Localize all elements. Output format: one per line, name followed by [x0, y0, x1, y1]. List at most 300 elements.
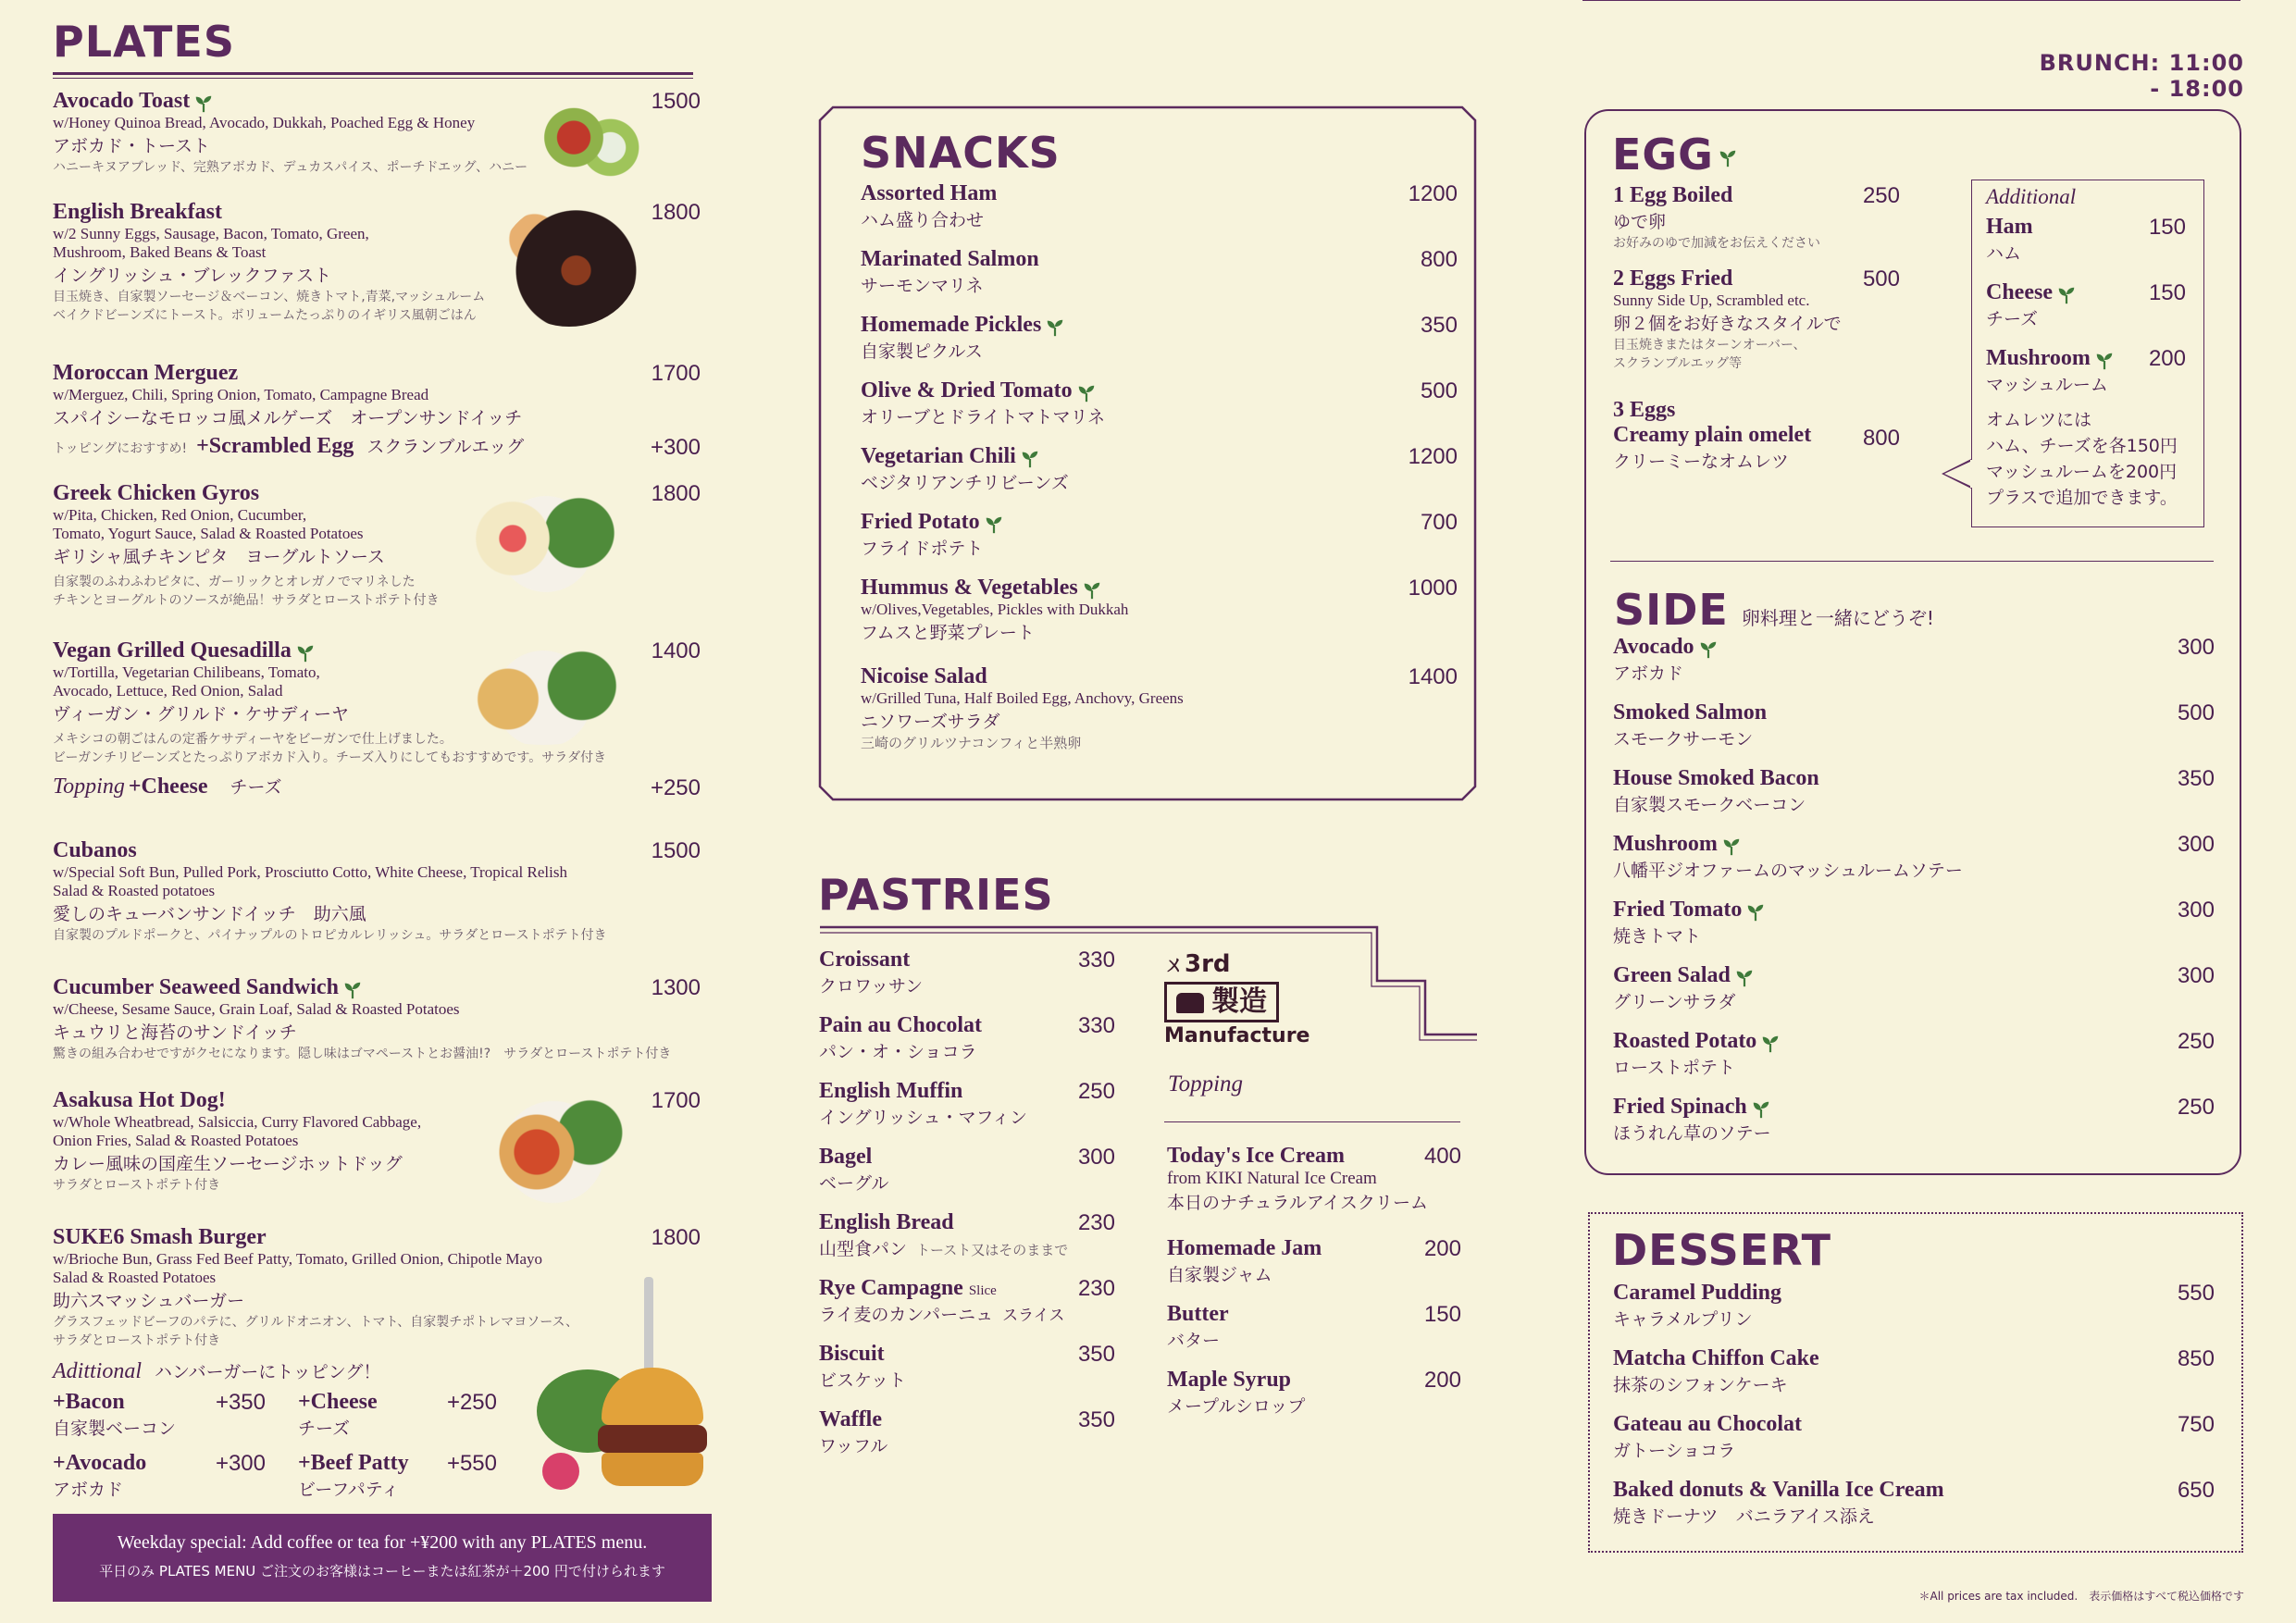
- topping-name: +Scrambled Egg: [196, 434, 354, 458]
- side-price: 300: [2177, 635, 2215, 660]
- additional-price: 150: [2148, 215, 2186, 240]
- pastry-name: Waffle: [819, 1407, 882, 1431]
- vegan-leaf-icon: [1734, 968, 1755, 988]
- dessert-item: [1613, 1412, 2215, 1462]
- topping-jp: チーズ: [230, 777, 282, 799]
- side-jp: 自家製スモークベーコン: [1613, 795, 1806, 815]
- topping-name: Today's Ice Cream: [1167, 1144, 1345, 1168]
- topping-item: [1167, 1302, 1461, 1352]
- topping-price: 150: [1423, 1302, 1461, 1327]
- additional-note-line: オムレツには: [1986, 410, 2092, 430]
- snack-price: 1200: [1408, 444, 1458, 469]
- dessert-price: 550: [2177, 1281, 2215, 1306]
- plate-price: 1800: [651, 200, 701, 225]
- side-jp: 焼きトマト: [1613, 926, 1702, 948]
- side-price: 300: [2177, 832, 2215, 857]
- side-item: [1613, 700, 2215, 750]
- vegan-leaf-icon: [193, 93, 214, 114]
- pastry-jp: ベーグル: [819, 1173, 889, 1194]
- logo-top-row: [1164, 949, 1349, 978]
- snack-name: Marinated Salmon: [861, 247, 1039, 271]
- avocado-toast-photo: [535, 93, 646, 192]
- dessert-name: Baked donuts & Vanilla Ice Cream: [1613, 1478, 1944, 1502]
- plate-name: Greek Chicken Gyros: [53, 481, 260, 505]
- vegan-leaf-icon: [1698, 639, 1719, 660]
- burger-photo: [500, 1277, 713, 1518]
- snack-name: Fried Potato: [861, 510, 980, 534]
- side-name: Avocado: [1613, 635, 1694, 659]
- topping-name: +Cheese: [128, 774, 208, 799]
- pastry-price: 350: [1077, 1407, 1115, 1432]
- plate-desc: w/Cheese, Sesame Sauce, Grain Loaf, Salad & Roasted Potatoes: [53, 1000, 460, 1019]
- plate-note: 目玉焼き、自家製ソーセージ＆ベーコン、焼きトマト,青菜,マッシュルーム: [53, 290, 486, 304]
- addon-jp: チーズ: [298, 1419, 351, 1439]
- topping-name: Maple Syrup: [1167, 1368, 1292, 1392]
- pastry-jp-note: スライス: [1002, 1307, 1065, 1325]
- addon-name: +Beef Patty: [298, 1451, 409, 1475]
- snacks-list: [861, 181, 1458, 774]
- plate-name: English Breakfast: [53, 200, 222, 224]
- plate-desc: w/Whole Wheatbread, Salsiccia, Curry Flavored Cabbage,: [53, 1113, 422, 1131]
- snack-jp: フムスと野菜プレート: [861, 623, 1035, 644]
- pastry-jp: ビスケット: [819, 1370, 907, 1391]
- dessert-jp: 焼きドーナツ バニラアイス添え: [1613, 1506, 1875, 1527]
- egg-jp: クリーミーなオムレツ: [1613, 452, 1790, 472]
- addon-name: +Avocado: [53, 1451, 147, 1475]
- banner-english: Weekday special: Add coffee or tea for +¥200 with any PLATES menu.: [117, 1532, 648, 1553]
- side-price: 250: [2177, 1095, 2215, 1120]
- topping-label: Topping: [53, 774, 125, 799]
- plate-name: Cucumber Seaweed Sandwich: [53, 975, 339, 999]
- pastry-item: [819, 1342, 1115, 1392]
- egg-item: [1613, 398, 1900, 473]
- topping-price: 400: [1423, 1144, 1461, 1169]
- snack-jp: サーモンマリネ: [861, 276, 984, 296]
- plate-jp: アボカド・トースト: [53, 136, 211, 157]
- snack-jp: ハム盛り合わせ: [861, 210, 985, 230]
- plate-note: メキシコの朝ごはんの定番ケサディーヤをビーガンで仕上げました。: [53, 732, 453, 748]
- burger-patty: [598, 1425, 707, 1453]
- plate-note: 驚きの組み合わせですがクセになります。隠し味はゴマペーストとお醤油!? サラダとローストポテト付き: [53, 1047, 672, 1062]
- plate-desc-2: Onion Fries, Salad & Roasted Potatoes: [53, 1132, 299, 1149]
- vegan-leaf-icon: [342, 980, 363, 1000]
- pastry-name: Bagel: [819, 1145, 873, 1169]
- egg-jp: ゆで卵: [1613, 212, 1667, 232]
- pastry-item: [819, 1013, 1115, 1063]
- vegan-leaf-icon: [1745, 902, 1766, 923]
- plate-name: Cubanos: [53, 838, 137, 862]
- snacks-title: SNACKS: [861, 128, 1061, 178]
- dessert-item: [1613, 1478, 2215, 1528]
- plate-name: Vegan Grilled Quesadilla: [53, 638, 292, 663]
- plate-jp: 助六スマッシュバーガー: [53, 1291, 245, 1311]
- plate-desc: w/Merguez, Chili, Spring Onion, Tomato, Campagne Bread: [53, 386, 429, 403]
- addon-bacon: [53, 1390, 266, 1440]
- pastry-price: 330: [1077, 1013, 1115, 1038]
- topping-jp: バター: [1167, 1331, 1221, 1351]
- pastry-item: [819, 948, 1115, 997]
- plate-desc: w/Special Soft Bun, Pulled Pork, Prosciutto Cotto, White Cheese, Tropical Relish: [53, 863, 567, 881]
- egg-note-2: スクランブルエッグ等: [1613, 356, 1743, 371]
- addon-jp: アボカド: [53, 1480, 124, 1500]
- pastry-price: 300: [1077, 1145, 1115, 1170]
- logo-kanji-box: [1164, 982, 1279, 1022]
- side-price: 350: [2177, 766, 2215, 791]
- additional-box-pointer-inner: [1944, 461, 1972, 487]
- plate-note: 自家製のふわふわピタに、ガーリックとオレガノでマリネした: [53, 575, 416, 589]
- snack-item: [861, 181, 1458, 231]
- vegan-leaf-icon: [1076, 383, 1097, 403]
- topping-name: Homemade Jam: [1167, 1236, 1322, 1260]
- pastry-size: Slice: [968, 1283, 997, 1298]
- pastry-price: 330: [1077, 948, 1115, 973]
- egg-title: [1612, 130, 1738, 180]
- additional-jp: チーズ: [1986, 309, 2039, 330]
- manufacture-logo: [1164, 949, 1349, 1060]
- egg-list: [1613, 183, 1900, 489]
- side-name: Roasted Potato: [1613, 1029, 1757, 1053]
- plate-jp: ギリシャ風チキンピタ ヨーグルトソース: [53, 547, 385, 567]
- english-breakfast-photo: [500, 202, 639, 327]
- side-price: 300: [2177, 898, 2215, 923]
- side-jp: スモークサーモン: [1613, 729, 1754, 750]
- egg-price: 500: [1862, 266, 1900, 291]
- plate-desc-2: Mushroom, Baked Beans & Toast: [53, 243, 267, 261]
- snack-price: 800: [1420, 247, 1458, 272]
- plate-note-2: チキンとヨーグルトのソースが絶品！サラダとローストポテト付き: [53, 593, 440, 608]
- pastry-name: Biscuit: [819, 1342, 885, 1366]
- snack-item: [861, 664, 1458, 752]
- dessert-list: [1613, 1281, 2215, 1540]
- snack-name: Vegetarian Chili: [861, 444, 1016, 468]
- snack-item: [861, 510, 1458, 560]
- plate-price: 1800: [651, 481, 701, 506]
- addon-price: +550: [446, 1451, 497, 1476]
- vegan-leaf-icon: [1751, 1099, 1771, 1120]
- snack-desc: w/Grilled Tuna, Half Boiled Egg, Anchovy, Greens: [861, 689, 1184, 707]
- side-jp: グリーンサラダ: [1613, 992, 1736, 1013]
- additional-name: Cheese: [1986, 280, 2053, 304]
- egg-item: [1613, 183, 1900, 252]
- egg-name-2: Creamy plain omelet: [1613, 423, 1812, 447]
- vegan-leaf-icon: [1718, 148, 1738, 168]
- side-jp: 八幡平ジオファームのマッシュルームソテー: [1613, 861, 1963, 882]
- topping-name: Butter: [1167, 1302, 1229, 1326]
- egg-additional-label: Additional: [1986, 185, 2077, 208]
- snack-jp: オリーブとドライトマトマリネ: [861, 407, 1106, 428]
- egg-name: 1 Egg Boiled: [1613, 183, 1733, 207]
- snack-jp: フライドポテト: [861, 539, 984, 560]
- plate-price: 1400: [651, 638, 701, 663]
- pastry-item: [819, 1276, 1115, 1326]
- topping-desc: from KIKI Natural Ice Cream: [1167, 1169, 1377, 1188]
- egg-desc: Sunny Side Up, Scrambled etc.: [1613, 291, 1810, 309]
- egg-additional-list: [1986, 215, 2186, 400]
- snack-price: 350: [1420, 313, 1458, 338]
- egg-item: [1613, 266, 1900, 372]
- egg-additional-note: [1986, 407, 2178, 511]
- plate-desc-2: Salad & Roasted potatoes: [53, 882, 216, 899]
- side-name: Smoked Salmon: [1613, 700, 1768, 725]
- dessert-jp: キャラメルプリン: [1613, 1309, 1753, 1330]
- plate-jp: ヴィーガン・グリルド・ケサディーヤ: [53, 704, 349, 725]
- dessert-title: DESSERT: [1612, 1225, 1831, 1275]
- topping-price: +300: [650, 435, 701, 460]
- logo-top-text: 3rd: [1185, 950, 1231, 978]
- pastry-topping-label: Topping: [1168, 1072, 1244, 1096]
- topping-item: [1167, 1144, 1461, 1214]
- pastry-jp: イングリッシュ・マフィン: [819, 1108, 1027, 1128]
- topping-jp: スクランブルエッグ: [366, 437, 525, 457]
- side-item: [1613, 832, 2215, 882]
- side-price: 300: [2177, 963, 2215, 988]
- side-item: [1613, 963, 2215, 1013]
- snack-item: [861, 247, 1458, 297]
- plate-name: Asakusa Hot Dog!: [53, 1088, 226, 1112]
- plate-desc-2: Avocado, Lettuce, Red Onion, Salad: [53, 682, 283, 700]
- pastry-price: 230: [1077, 1276, 1115, 1301]
- tax-footer: ＊All prices are tax included. 表示価格はすべて税込価格です: [1918, 1590, 2244, 1603]
- snack-name: Olive & Dried Tomato: [861, 378, 1073, 403]
- dessert-price: 650: [2177, 1478, 2215, 1503]
- snack-item: [861, 576, 1458, 644]
- pastry-name: Pain au Chocolat: [819, 1013, 983, 1037]
- pastry-jp: クロワッサン: [819, 976, 924, 997]
- topping-jp: メープルシロップ: [1167, 1396, 1306, 1417]
- additional-box-pointer-cover: [1970, 460, 1973, 488]
- vegan-leaf-icon: [1760, 1034, 1781, 1054]
- addon-avocado: [53, 1451, 266, 1501]
- plate-price: 1300: [651, 975, 701, 1000]
- snack-price: 1000: [1408, 576, 1458, 601]
- dessert-price: 850: [2177, 1346, 2215, 1371]
- side-subtitle: 卵料理と一緒にどうぞ!: [1741, 607, 1934, 629]
- plate-note: サラダとローストポテト付き: [53, 1178, 221, 1193]
- topping-recommend-note: トッピングにおすすめ!: [53, 441, 188, 456]
- dessert-name: Matcha Chiffon Cake: [1613, 1346, 1819, 1370]
- snack-item: [861, 313, 1458, 363]
- plate-desc-2: Salad & Roasted Potatoes: [53, 1269, 217, 1286]
- addon-cheese: [298, 1390, 497, 1440]
- plate-note: グラスフェッドビーフのパテに、グリルドオニオン、トマト、自家製チポトレマヨソース、: [53, 1315, 578, 1330]
- side-jp: ほうれん草のソテー: [1613, 1123, 1771, 1145]
- pastries-title: PASTRIES: [818, 870, 1054, 920]
- egg-name: 2 Eggs Fried: [1613, 266, 1733, 291]
- topping-rule: [1164, 1121, 1460, 1122]
- burger-flower: [542, 1453, 579, 1490]
- plate-desc: w/Honey Quinoa Bread, Avocado, Dukkah, Poached Egg & Honey: [53, 114, 476, 132]
- vegan-leaf-icon: [2094, 351, 2115, 371]
- plate-name: Moroccan Merguez: [53, 361, 239, 385]
- plates-title-rule: [53, 72, 693, 79]
- addon-price: +300: [215, 1451, 266, 1476]
- additional-price: 200: [2148, 346, 2186, 371]
- dessert-name: Caramel Pudding: [1613, 1281, 1782, 1305]
- burger-bun-bottom: [602, 1453, 703, 1486]
- addon-price: +250: [446, 1390, 497, 1415]
- plate-name: Avocado Toast: [53, 89, 191, 113]
- pastry-name: English Muffin: [819, 1079, 963, 1103]
- vegan-leaf-icon: [1721, 836, 1742, 857]
- snack-jp: 自家製ピクルス: [861, 341, 983, 363]
- vegan-leaf-icon: [1082, 580, 1102, 601]
- vegan-leaf-icon: [1020, 449, 1040, 469]
- logo-kanji: 製造: [1211, 985, 1267, 1018]
- side-price: 250: [2177, 1029, 2215, 1054]
- plate-note-2: ビーガンチリビーンズとたっぷりアボカド入り。チーズ入りにしてもおすすめです。サラダ付き: [53, 750, 607, 766]
- weekday-special-banner: [53, 1514, 712, 1602]
- logo-bottom-text: Manufacture: [1164, 1024, 1310, 1047]
- snack-price: 1200: [1408, 181, 1458, 206]
- snack-item: [861, 444, 1458, 494]
- side-name: Fried Spinach: [1613, 1095, 1747, 1119]
- pastry-name: Rye Campagne: [819, 1276, 963, 1300]
- dessert-jp: 抹茶のシフォンケーキ: [1613, 1375, 1788, 1395]
- addon-price: +350: [215, 1390, 266, 1415]
- snack-name: Assorted Ham: [861, 181, 998, 205]
- vegan-leaf-icon: [2056, 285, 2077, 305]
- dessert-name: Gateau au Chocolat: [1613, 1412, 1802, 1436]
- pastry-jp: ワッフル: [819, 1436, 888, 1456]
- vegan-leaf-icon: [984, 514, 1004, 535]
- side-item: [1613, 766, 2215, 816]
- pastries-list: [819, 948, 1115, 1466]
- plate-jp: イングリッシュ・ブレックファスト: [53, 266, 332, 286]
- side-heading: [1614, 585, 1934, 635]
- plate-desc: w/Brioche Bun, Grass Fed Beef Patty, Tomato, Grilled Onion, Chipotle Mayo: [53, 1250, 543, 1268]
- top-right-rule: [1582, 0, 2240, 1]
- plate-item-moroccan-merguez: [53, 361, 701, 459]
- vegan-quesadilla-photo: [455, 643, 631, 745]
- snack-desc: w/Olives,Vegetables, Pickles with Dukkah: [861, 601, 1129, 619]
- plate-note: 自家製のプルドポークと、パイナップルのトロピカルレリッシュ。サラダとローストポテト付き: [53, 928, 607, 943]
- pastry-price: 350: [1077, 1342, 1115, 1367]
- banner-japanese: 平日のみ PLATES MENU ご注文のお客様はコーヒーまたは紅茶が＋200 円で付けられます: [99, 1563, 665, 1580]
- egg-name: 3 Eggs: [1613, 398, 1676, 422]
- topping-item: [1167, 1236, 1461, 1286]
- addon-name: +Bacon: [53, 1390, 125, 1414]
- snack-name: Nicoise Salad: [861, 664, 987, 688]
- additional-name: Ham: [1986, 215, 2033, 239]
- topping-jp: 本日のナチュラルアイスクリーム: [1167, 1193, 1428, 1213]
- pastry-jp: 山型食パン: [819, 1239, 908, 1259]
- side-item: [1613, 898, 2215, 948]
- topping-price: 200: [1423, 1236, 1461, 1261]
- pastry-name: Croissant: [819, 948, 911, 972]
- vegan-leaf-icon: [295, 643, 316, 663]
- plate-price: 1500: [651, 838, 701, 863]
- plates-title: PLATES: [53, 17, 235, 67]
- egg-price: 250: [1862, 183, 1900, 208]
- side-title: SIDE: [1614, 585, 1729, 635]
- dessert-item: [1613, 1281, 2215, 1331]
- snack-name: Homemade Pickles: [861, 313, 1042, 337]
- additional-note-line: マッシュルームを200円: [1986, 462, 2178, 482]
- side-item: [1613, 1029, 2215, 1079]
- egg-note: 目玉焼きまたはターンオーバー、: [1613, 338, 1806, 353]
- additional-jp: マッシュルーム: [1986, 375, 2108, 396]
- side-jp: アボカド: [1613, 663, 1684, 685]
- brunch-hours: BRUNCH: 11:00 - 18:00: [2039, 50, 2244, 102]
- plate-jp: カレー風味の国産生ソーセージホットドッグ: [53, 1154, 403, 1174]
- plate-price: 1700: [651, 361, 701, 386]
- dessert-price: 750: [2177, 1412, 2215, 1437]
- addon-jp: 自家製ベーコン: [53, 1419, 177, 1439]
- snack-price: 700: [1420, 510, 1458, 535]
- plate-item-cucumber-sandwich: [53, 975, 701, 1062]
- snack-jp: ベジタリアンチリビーンズ: [861, 473, 1069, 494]
- plate-price: 1700: [651, 1088, 701, 1113]
- plate-note-2: サラダとローストポテト付き: [53, 1333, 221, 1348]
- side-name: House Smoked Bacon: [1613, 766, 1819, 790]
- plate-jp: スパイシーなモロッコ風メルゲーズ オープンサンドイッチ: [53, 408, 523, 428]
- side-item: [1613, 1095, 2215, 1145]
- burger-addons: [53, 1390, 497, 1510]
- pastry-price: 250: [1077, 1079, 1115, 1104]
- additional-name: Mushroom: [1986, 346, 2091, 370]
- plate-desc-2: Tomato, Yogurt Sauce, Salad & Roasted Potatoes: [53, 525, 364, 542]
- pastry-item: [819, 1145, 1115, 1195]
- pastry-jp: ライ麦のカンパーニュ: [819, 1305, 994, 1325]
- plate-price: 1500: [651, 89, 701, 114]
- logo-bread-icon: [1176, 993, 1204, 1013]
- additional-note-line: ハム、チーズを各150円: [1986, 436, 2178, 456]
- snack-price: 1400: [1408, 664, 1458, 689]
- additional-price: 150: [2148, 280, 2186, 305]
- vegan-leaf-icon: [1045, 317, 1065, 338]
- addon-name: +Cheese: [298, 1390, 378, 1414]
- greek-gyros-photo: [463, 483, 629, 594]
- plate-price: 1800: [651, 1225, 701, 1250]
- plate-note: ハニーキヌアブレッド、完熟アボカド、デュカスパイス、ポーチドエッグ、ハニー: [53, 160, 528, 176]
- pastry-jp-note: トースト又はそのままで: [916, 1242, 1069, 1258]
- dessert-jp: ガトーショコラ: [1613, 1441, 1736, 1461]
- plate-item-cubanos: [53, 838, 701, 944]
- pastry-jp: パン・オ・ショコラ: [819, 1042, 977, 1062]
- egg-side-divider: [1610, 561, 2214, 562]
- topping-item: [1167, 1368, 1461, 1418]
- snack-note: 三崎のグリルツナコンフィと半熟卵: [861, 735, 1082, 751]
- additional-jp: ハンバーガーにトッピング！: [155, 1362, 381, 1382]
- egg-note: お好みのゆで加減をお伝えください: [1613, 236, 1820, 251]
- side-name: Fried Tomato: [1613, 898, 1743, 922]
- pastry-price: 230: [1077, 1210, 1115, 1235]
- snack-price: 500: [1420, 378, 1458, 403]
- plate-jp: キュウリと海苔のサンドイッチ: [53, 1022, 297, 1044]
- pastry-toppings-list: [1167, 1144, 1461, 1440]
- pastry-item: [819, 1210, 1115, 1260]
- snack-jp: ニソワーズサラダ: [861, 712, 1000, 732]
- addon-beef-patty: [298, 1451, 497, 1501]
- plate-desc: w/Pita, Chicken, Red Onion, Cucumber,: [53, 506, 307, 524]
- additional-note-line: プラスで追加できます。: [1986, 488, 2178, 508]
- egg-jp: 卵２個をお好きなスタイルで: [1613, 314, 1842, 334]
- egg-additional-item: [1986, 280, 2186, 330]
- egg-price: 800: [1862, 426, 1900, 451]
- plate-desc: w/2 Sunny Eggs, Sausage, Bacon, Tomato, Green,: [53, 225, 369, 242]
- additional-label: Adittional: [53, 1359, 142, 1383]
- logo-mark-icon: ㄨ: [1164, 954, 1185, 977]
- side-price: 500: [2177, 700, 2215, 725]
- egg-additional-item: [1986, 346, 2186, 396]
- side-jp: ローストポテト: [1613, 1058, 1736, 1079]
- side-list: [1613, 635, 2215, 1153]
- plate-name: SUKE6 Smash Burger: [53, 1225, 267, 1249]
- plate-desc: w/Tortilla, Vegetarian Chilibeans, Tomato,: [53, 663, 320, 682]
- pastry-item: [819, 1079, 1115, 1129]
- addon-jp: ビーフパティ: [298, 1480, 400, 1500]
- egg-additional-item: [1986, 215, 2186, 265]
